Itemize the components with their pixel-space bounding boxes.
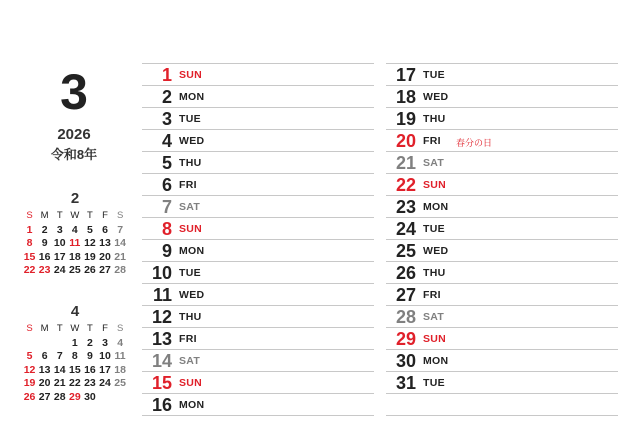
day-row bbox=[142, 328, 374, 350]
day-number: 19 bbox=[395, 109, 416, 129]
mini-day-cell: 11 bbox=[69, 237, 81, 249]
day-of-week: THU bbox=[179, 311, 202, 323]
mini-day-cell bbox=[22, 337, 37, 350]
day-row bbox=[386, 262, 618, 284]
day-number: 20 bbox=[395, 131, 416, 151]
mini-day-cell: 17 bbox=[99, 363, 111, 376]
day-row bbox=[386, 328, 618, 350]
mini-day-cell: 5 bbox=[87, 223, 93, 236]
mini-day-cell: 18 bbox=[68, 250, 81, 263]
empty-row bbox=[386, 394, 618, 416]
day-of-week: TUE bbox=[423, 69, 445, 81]
day-of-week: FRI bbox=[179, 179, 197, 191]
day-of-week: SUN bbox=[179, 223, 203, 235]
mini-day-cell: 22 bbox=[68, 377, 81, 389]
day-number: 28 bbox=[395, 307, 416, 327]
day-number: 14 bbox=[151, 351, 172, 371]
japanese-era-label: 令和8年 bbox=[50, 147, 98, 162]
day-row bbox=[142, 108, 374, 130]
day-number: 22 bbox=[395, 175, 416, 195]
day-number: 4 bbox=[161, 131, 172, 151]
mini-day-cell: 15 bbox=[68, 363, 81, 376]
mini-day-cell: 12 bbox=[84, 237, 96, 249]
day-row bbox=[386, 86, 618, 108]
day-of-week: SUN bbox=[423, 179, 447, 191]
mini-day-cell: 13 bbox=[99, 237, 111, 249]
day-number: 12 bbox=[151, 307, 172, 327]
mini-day-cell: 17 bbox=[53, 250, 66, 263]
mini-day-cell: 13 bbox=[38, 363, 51, 376]
day-of-week: TUE bbox=[179, 113, 201, 125]
day-row bbox=[386, 218, 618, 240]
day-list-column-1 bbox=[142, 64, 374, 416]
day-number: 27 bbox=[395, 285, 416, 305]
day-row bbox=[386, 284, 618, 306]
mini-weekday-header: T bbox=[87, 323, 93, 334]
mini-day-cell: 7 bbox=[117, 223, 124, 236]
mini-day-cell: 2 bbox=[87, 336, 93, 349]
mini-calendar-grid bbox=[22, 210, 128, 277]
day-row bbox=[386, 174, 618, 196]
mini-day-cell: 29 bbox=[68, 390, 81, 403]
day-of-week: SUN bbox=[423, 333, 447, 345]
day-number: 18 bbox=[395, 87, 416, 107]
mini-day-cell: 19 bbox=[84, 250, 96, 263]
mini-day-cell: 10 bbox=[53, 237, 66, 249]
mini-day-cell: 21 bbox=[114, 250, 126, 263]
mini-day-cell: 1 bbox=[26, 223, 33, 236]
mini-day-cell: 9 bbox=[87, 350, 93, 362]
day-row bbox=[142, 152, 374, 174]
day-row bbox=[386, 152, 618, 174]
day-of-week: WED bbox=[179, 135, 205, 147]
left-panel bbox=[0, 0, 140, 441]
mini-day-cell: 3 bbox=[102, 336, 108, 349]
current-month-number: 3 bbox=[60, 64, 88, 120]
mini-day-cell: 8 bbox=[26, 237, 33, 249]
mini-calendar-previous-month bbox=[22, 190, 128, 277]
day-number: 30 bbox=[395, 351, 416, 371]
year-label: 2026 bbox=[57, 126, 91, 143]
day-of-week: MON bbox=[423, 355, 449, 367]
mini-day-cell: 10 bbox=[99, 350, 111, 362]
day-number: 5 bbox=[161, 153, 172, 173]
day-number: 3 bbox=[161, 109, 172, 129]
day-of-week: THU bbox=[179, 157, 202, 169]
mini-day-cell: 25 bbox=[68, 264, 81, 276]
day-number: 29 bbox=[395, 329, 416, 349]
day-row bbox=[386, 350, 618, 372]
day-number: 7 bbox=[161, 197, 172, 217]
mini-day-cell bbox=[97, 391, 112, 404]
mini-day-cell: 26 bbox=[23, 390, 36, 403]
day-row bbox=[386, 196, 618, 218]
day-row bbox=[142, 240, 374, 262]
day-number: 9 bbox=[161, 241, 172, 261]
mini-weekday-header: M bbox=[40, 210, 49, 221]
mini-weekday-header: W bbox=[70, 210, 80, 221]
day-number: 1 bbox=[161, 65, 172, 85]
mini-day-cell: 21 bbox=[53, 377, 66, 389]
mini-day-cell: 3 bbox=[56, 223, 63, 236]
mini-day-cell: 20 bbox=[99, 250, 111, 263]
day-of-week: SAT bbox=[423, 311, 445, 323]
day-row bbox=[386, 64, 618, 86]
day-row bbox=[386, 306, 618, 328]
day-of-week: TUE bbox=[423, 377, 445, 389]
day-of-week: MON bbox=[179, 245, 205, 257]
day-row bbox=[386, 240, 618, 262]
mini-day-cell: 20 bbox=[38, 377, 51, 389]
day-of-week: WED bbox=[423, 245, 449, 257]
mini-day-cell: 30 bbox=[84, 390, 96, 403]
mini-calendar-next-month bbox=[22, 303, 128, 403]
mini-day-cell: 27 bbox=[99, 264, 111, 276]
mini-weekday-header: M bbox=[40, 323, 49, 334]
mini-weekday-header: F bbox=[102, 210, 108, 221]
mini-day-cell: 1 bbox=[71, 336, 78, 349]
mini-weekday-header: T bbox=[56, 323, 63, 334]
day-of-week: SAT bbox=[179, 201, 201, 213]
mini-weekday-header: S bbox=[116, 210, 124, 221]
mini-day-cell: 23 bbox=[38, 264, 51, 276]
day-of-week: SAT bbox=[179, 355, 201, 367]
holiday-note: 春分の日 bbox=[456, 138, 493, 148]
day-number: 23 bbox=[395, 197, 416, 217]
mini-day-cell: 12 bbox=[23, 363, 36, 376]
mini-day-cell: 26 bbox=[84, 264, 96, 276]
day-number: 25 bbox=[395, 241, 416, 261]
mini-day-cell: 28 bbox=[114, 264, 126, 276]
day-of-week: FRI bbox=[423, 135, 441, 147]
day-number: 31 bbox=[395, 373, 416, 393]
day-number: 24 bbox=[395, 219, 416, 239]
day-number: 16 bbox=[151, 395, 172, 415]
day-number: 10 bbox=[151, 263, 172, 283]
day-row bbox=[142, 284, 374, 306]
mini-day-cell: 5 bbox=[26, 350, 33, 362]
day-row bbox=[142, 64, 374, 86]
day-of-week: SUN bbox=[179, 69, 203, 81]
day-row bbox=[142, 394, 374, 416]
day-of-week: THU bbox=[423, 113, 446, 125]
mini-weekday-header: S bbox=[116, 323, 124, 334]
day-row bbox=[386, 372, 618, 394]
mini-weekday-header: S bbox=[26, 210, 33, 221]
day-number: 15 bbox=[151, 373, 172, 393]
day-of-week: WED bbox=[179, 289, 205, 301]
day-row bbox=[142, 86, 374, 108]
mini-day-cell: 16 bbox=[84, 363, 96, 376]
day-of-week: MON bbox=[423, 201, 449, 213]
mini-weekday-header: S bbox=[26, 323, 33, 334]
day-of-week: SAT bbox=[423, 157, 445, 169]
mini-calendar-month-number: 4 bbox=[70, 303, 80, 320]
mini-day-cell: 23 bbox=[84, 377, 96, 389]
mini-day-cell: 14 bbox=[53, 363, 66, 376]
mini-day-cell: 22 bbox=[23, 264, 36, 276]
day-of-week: TUE bbox=[423, 223, 445, 235]
day-of-week: MON bbox=[179, 399, 205, 411]
day-row bbox=[142, 262, 374, 284]
mini-day-cell: 24 bbox=[99, 377, 111, 389]
day-row bbox=[386, 130, 618, 152]
mini-weekday-header: T bbox=[87, 210, 93, 221]
day-of-week: TUE bbox=[179, 267, 201, 279]
day-of-week: MON bbox=[179, 91, 205, 103]
mini-day-cell bbox=[113, 391, 128, 404]
mini-weekday-header: W bbox=[70, 323, 80, 334]
mini-day-cell: 14 bbox=[114, 237, 126, 249]
day-number: 17 bbox=[395, 65, 416, 85]
mini-day-cell: 15 bbox=[23, 250, 36, 263]
day-of-week: FRI bbox=[179, 333, 197, 345]
mini-day-cell: 4 bbox=[117, 336, 124, 349]
mini-day-cell: 24 bbox=[53, 264, 66, 276]
day-number: 11 bbox=[152, 285, 172, 305]
day-row bbox=[142, 196, 374, 218]
day-of-week: THU bbox=[423, 267, 446, 279]
day-number: 21 bbox=[395, 153, 416, 173]
mini-day-cell: 27 bbox=[38, 390, 51, 403]
mini-day-cell: 19 bbox=[23, 377, 36, 389]
day-list-column-2 bbox=[386, 64, 618, 416]
mini-day-cell: 4 bbox=[71, 223, 78, 236]
day-of-week: SUN bbox=[179, 377, 203, 389]
day-row bbox=[142, 130, 374, 152]
day-number: 13 bbox=[151, 329, 172, 349]
mini-weekday-header: F bbox=[102, 323, 108, 334]
day-number: 8 bbox=[161, 219, 172, 239]
mini-day-cell: 7 bbox=[56, 350, 63, 362]
day-row bbox=[142, 306, 374, 328]
day-of-week: FRI bbox=[423, 289, 441, 301]
day-row bbox=[142, 218, 374, 240]
mini-calendar-grid bbox=[22, 323, 128, 403]
day-of-week: WED bbox=[423, 91, 449, 103]
mini-day-cell: 8 bbox=[71, 350, 78, 362]
day-row bbox=[142, 174, 374, 196]
mini-day-cell: 16 bbox=[38, 250, 51, 263]
day-row bbox=[142, 350, 374, 372]
day-row bbox=[386, 108, 618, 130]
mini-day-cell: 6 bbox=[102, 223, 108, 236]
day-number: 6 bbox=[161, 175, 172, 195]
mini-day-cell bbox=[52, 337, 67, 350]
mini-calendar-month-number: 2 bbox=[70, 190, 80, 207]
mini-day-cell: 25 bbox=[114, 377, 126, 389]
mini-day-cell: 9 bbox=[41, 237, 48, 249]
mini-day-cell: 11 bbox=[114, 350, 126, 362]
mini-weekday-header: T bbox=[56, 210, 63, 221]
mini-day-cell: 6 bbox=[41, 350, 48, 362]
mini-day-cell bbox=[37, 337, 52, 350]
mini-day-cell: 28 bbox=[53, 390, 66, 403]
mini-day-cell: 2 bbox=[41, 223, 48, 236]
mini-day-cell: 18 bbox=[114, 363, 126, 376]
day-row bbox=[142, 372, 374, 394]
day-number: 26 bbox=[395, 263, 416, 283]
day-number: 2 bbox=[161, 87, 172, 107]
